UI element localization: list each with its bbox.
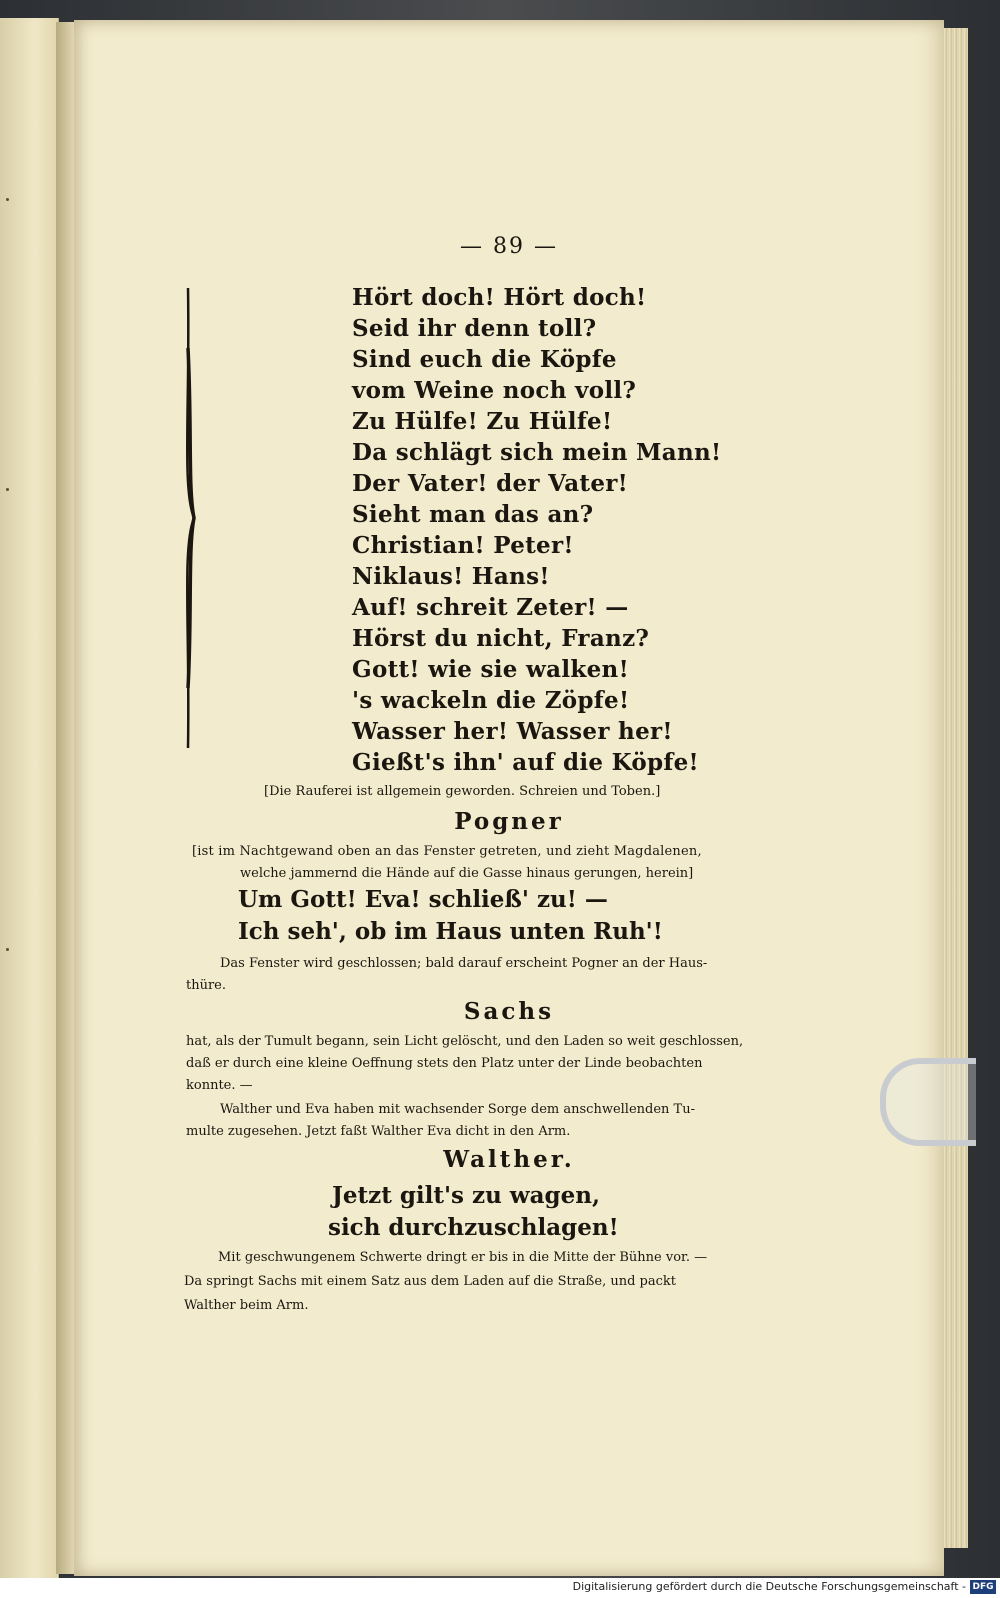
speaker-sachs: Sachs [463, 998, 555, 1025]
verse-line: Um Gott! Eva! schließ' zu! — [238, 886, 608, 913]
speck [6, 948, 9, 951]
verse-line: Gott! wie sie walken! [352, 656, 629, 683]
stage-direction: [Die Rauferei ist allgemein geworden. Schreien und Toben.] [264, 784, 661, 799]
page-number: — 89 — [460, 234, 558, 259]
verse-line: Wasser her! Wasser her! [352, 718, 673, 745]
speck [6, 198, 9, 201]
verse-line: Der Vater! der Vater! [352, 470, 629, 497]
verse-line: Seid ihr denn toll? [352, 315, 597, 342]
verse-line: Sind euch die Köpfe [352, 346, 617, 373]
page-clip [880, 1058, 976, 1146]
verse-line: Ich seh', ob im Haus unten Ruh'! [238, 918, 663, 945]
verse-line: Christian! Peter! [352, 532, 574, 559]
verse-line: Zu Hülfe! Zu Hülfe! [352, 408, 613, 435]
verse-line: 's wackeln die Zöpfe! [352, 687, 630, 714]
prose-line: konnte. — [186, 1078, 253, 1093]
verse-line: sich durchzuschlagen! [328, 1214, 619, 1241]
verse-line: Gießt's ihn' auf die Köpfe! [352, 749, 699, 776]
stage-direction: welche jammernd die Hände auf die Gasse hinaus gerungen, herein] [240, 866, 694, 881]
verse-line: Hört doch! Hört doch! [352, 284, 647, 311]
speaker-pogner: Pogner [454, 808, 564, 835]
stage-direction: thüre. [186, 978, 227, 993]
prose-line: Walther und Eva haben mit wachsender Sorge dem anschwellenden Tu- [220, 1102, 695, 1117]
footer-credit: Digitalisierung gefördert durch die Deutsche Forschungsgemeinschaft - [572, 1580, 966, 1593]
verse-line: vom Weine noch voll? [352, 377, 637, 404]
prose-line: hat, als der Tumult begann, sein Licht gelöscht, und den Laden so weit geschlossen, [186, 1034, 744, 1049]
stage-direction: Da springt Sachs mit einem Satz aus dem Laden auf die Straße, und packt [184, 1274, 676, 1289]
dfg-logo-icon: DFG [970, 1580, 996, 1594]
prose-line: daß er durch eine kleine Oeffnung stets den Platz unter der Linde beobachten [186, 1056, 703, 1071]
speck [6, 488, 9, 491]
book-page [74, 20, 944, 1576]
verse-block [352, 282, 721, 778]
stage-direction: Das Fenster wird geschlossen; bald darauf erscheint Pogner an der Haus- [220, 956, 708, 971]
speaker-walther: Walther. [443, 1146, 575, 1173]
left-page-edge [0, 18, 59, 1578]
stage-direction: [ist im Nachtgewand oben an das Fenster getreten, und zieht Magdalenen, [192, 844, 702, 859]
prose-line: multe zugesehen. Jetzt faßt Walther Eva dicht in den Arm. [186, 1124, 571, 1139]
verse-line: Jetzt gilt's zu wagen, [332, 1182, 600, 1209]
stage-direction: Mit geschwungenem Schwerte dringt er bis in die Mitte der Bühne vor. — [218, 1250, 708, 1265]
verse-brace [178, 288, 198, 748]
verse-line: Hörst du nicht, Franz? [352, 625, 650, 652]
verse-line: Da schlägt sich mein Mann! [352, 439, 722, 466]
verse-line: Sieht man das an? [352, 501, 594, 528]
verse-line: Auf! schreit Zeter! — [352, 594, 629, 621]
verse-line: Niklaus! Hans! [352, 563, 550, 590]
stage-direction: Walther beim Arm. [184, 1298, 309, 1313]
